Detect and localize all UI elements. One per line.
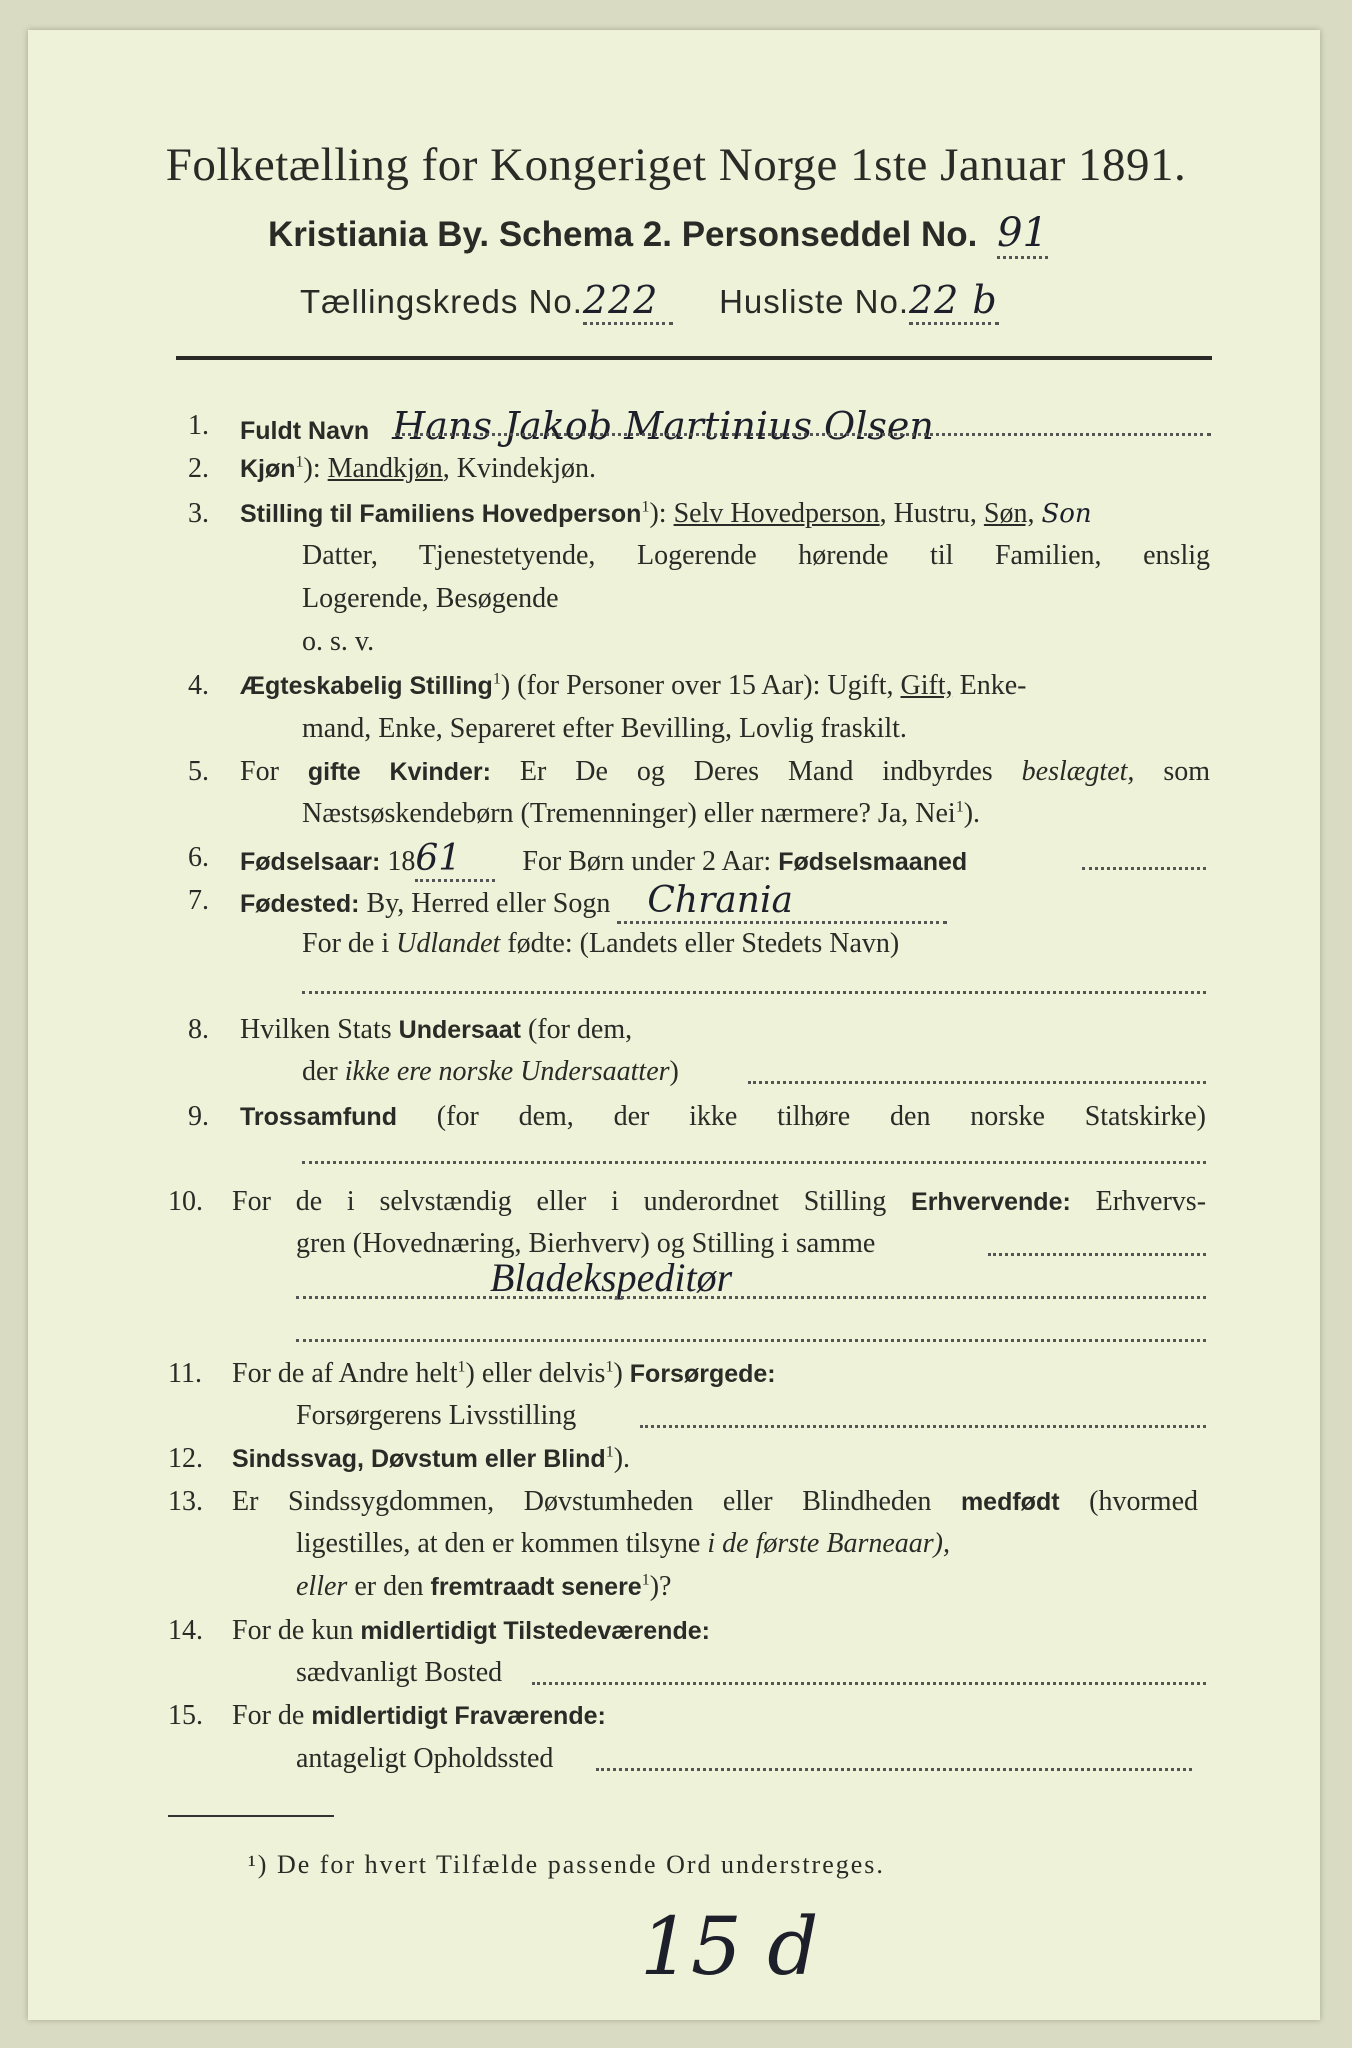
option-son: Søn, — [983, 498, 1035, 529]
form-subtitle — [268, 210, 1048, 259]
item-number: 9. — [188, 1101, 209, 1132]
husliste-label: Husliste No. — [719, 283, 909, 320]
occupation-line2-dots — [988, 1252, 1206, 1256]
congenital-label: medfødt — [960, 1488, 1060, 1516]
full-name-dots — [395, 432, 1211, 436]
item-number: 3. — [188, 498, 209, 529]
disability-row: Sindssvag, Døvstum eller Blind$^1$). — [232, 1443, 631, 1474]
footnote-rule — [168, 1815, 334, 1817]
personseddel-number: 91 — [997, 210, 1048, 259]
citizenship-der: der — [302, 1056, 338, 1087]
married-women-label: gifte Kvinder: — [307, 758, 491, 786]
subtitle-prefix: Kristiania By. Schema 2. Personseddel No. — [268, 215, 978, 254]
occupation-erhvervs: Erhvervs- — [1095, 1186, 1207, 1217]
occupation-dots-1 — [296, 1295, 1206, 1299]
birth-year-value: 61 — [415, 838, 495, 882]
birth-month-dots — [1082, 866, 1206, 870]
temporary-present-text: For de kun — [232, 1615, 354, 1646]
occupation-row — [232, 1186, 1206, 1218]
congenital-hvormed: (hvormed — [1089, 1486, 1199, 1517]
temporary-absent-label: midlertidigt Fraværende: — [311, 1702, 606, 1730]
footnote-mark: 1 — [295, 453, 304, 471]
gender-option-male: Mandkjøn — [327, 453, 443, 484]
option-enkemand: Enke- — [959, 670, 1027, 701]
occupation-line2: gren (Hovednæring, Bierhverv) og Stilling i samme — [296, 1228, 876, 1259]
congenital-line3: eller er den fremtraadt senere$^1$)? — [296, 1571, 672, 1602]
congenital-line2-i: i de første Barneaar), — [707, 1528, 950, 1559]
item-number: 13. — [168, 1486, 203, 1517]
gender-option-female: Kvindekjøn. — [456, 453, 596, 484]
married-women-som: som — [1163, 756, 1211, 787]
citizenship-text: Hvilken Stats — [240, 1014, 392, 1045]
dependents-row: For de af Andre helt$^1$) eller delvis$^1$) Forsørgede: — [232, 1358, 776, 1389]
religion-label: Trossamfund — [240, 1103, 397, 1131]
item-number: 8. — [188, 1014, 209, 1045]
birthplace-abroad-a: For de i — [302, 928, 390, 959]
married-women-line2: Næstsøskendebørn (Tremenninger) eller nærmere? Ja, Nei$^1$). — [302, 798, 981, 829]
temporary-present-line2: sædvanligt Bosted — [296, 1657, 503, 1688]
tellingskreds-label: Tællingskreds No. — [300, 283, 583, 320]
dependents-dots — [640, 1424, 1206, 1428]
gender-row: Kjøn$^1$): Mandkjøn, Kvindekjøn. — [240, 453, 596, 484]
religion-text: (for dem, der ikke tilhøre den norske Statskirke) — [436, 1101, 1207, 1132]
tellingskreds-line — [300, 278, 999, 325]
marital-status-label: Ægteskabelig Stilling — [240, 672, 493, 700]
header-rule — [176, 356, 1212, 360]
birth-month-text: For Børn under 2 Aar: — [522, 846, 772, 877]
citizenship-row — [240, 1014, 632, 1046]
congenital-line2-a: ligestilles, at den er kommen tilsyne — [296, 1528, 701, 1559]
married-women-line2-text: Næstsøskendebørn (Tremenninger) eller nærmere? Ja, Nei — [302, 798, 956, 829]
item-number: 10. — [168, 1186, 203, 1217]
birthplace-text: By, Herred eller Sogn — [366, 888, 611, 919]
dependents-line2: Forsørgerens Livsstilling — [296, 1400, 577, 1431]
husliste-number: 22 b — [909, 278, 999, 325]
temporary-absent-line2: antageligt Opholdssted — [296, 1743, 554, 1774]
full-name-value: Hans Jakob Martinius Olsen — [392, 404, 934, 448]
citizenship-label: Undersaat — [398, 1016, 521, 1044]
family-position-label: Stilling til Familiens Hovedperson — [240, 500, 642, 528]
item-number: 15. — [168, 1700, 203, 1731]
birth-month-label: Fødselsmaaned — [778, 848, 968, 876]
family-position-line2: Datter, Tjenestetyende, Logerende hørende til Familien, enslig — [302, 540, 1210, 571]
birthplace-abroad-i: Udlandet — [396, 928, 501, 959]
item-number: 6. — [188, 842, 209, 873]
temporary-absent-text: For de — [232, 1700, 305, 1731]
footnote-mark: 1 — [641, 498, 650, 516]
religion-dots — [302, 1160, 1206, 1164]
form-title: Folketælling for Kongeriget Norge 1ste Januar 1891. — [165, 139, 1187, 191]
item-number: 7. — [188, 885, 209, 916]
birth-year-row — [240, 838, 967, 882]
dependents-text-b: eller delvis — [481, 1358, 606, 1389]
tellingskreds-number: 222 — [583, 278, 673, 325]
citizenship-dots — [748, 1080, 1206, 1084]
birthplace-row — [240, 880, 947, 924]
marital-status-row: Ægteskabelig Stilling$^1$) (for Personer over 15 Aar): Ugift, Gift, Enke- — [240, 670, 1027, 701]
item-number: 14. — [168, 1615, 203, 1646]
item-number: 2. — [188, 453, 209, 484]
congenital-line2 — [296, 1528, 950, 1560]
birthplace-abroad-b: fødte: (Landets eller Stedets Navn) — [507, 928, 900, 959]
marital-status-line2: mand, Enke, Separeret efter Bevilling, Lovlig fraskilt. — [302, 713, 907, 744]
birthplace-abroad-dots — [302, 990, 1206, 994]
married-women-related: beslægtet, — [1021, 756, 1135, 787]
married-women-row — [240, 756, 1210, 788]
birthplace-label: Fødested: — [240, 890, 360, 918]
married-women-text: For — [240, 756, 279, 787]
option-gift: Gift, — [900, 670, 953, 701]
dependents-label: Forsørgede: — [629, 1360, 776, 1388]
footnote: ¹) De for hvert Tilfælde passende Ord understreges. — [248, 1850, 885, 1879]
temporary-present-row — [232, 1615, 710, 1647]
birth-year-prefix: 18 — [387, 846, 416, 877]
dependents-text-a: For de af Andre helt — [232, 1358, 458, 1389]
son-handwritten-mark: Son — [1041, 499, 1092, 529]
temporary-present-label: midlertidigt Tilstedeværende: — [360, 1617, 710, 1645]
congenital-row — [232, 1486, 1198, 1518]
item-number: 5. — [188, 756, 209, 787]
occupation-value: Bladekspeditør — [490, 1255, 733, 1300]
citizenship-for-dem: (for dem, — [527, 1014, 633, 1045]
census-form-page — [28, 30, 1320, 2020]
footnote-mark: 1 — [492, 670, 501, 688]
item-number: 1. — [188, 410, 209, 441]
disability-label: Sindssvag, Døvstum eller Blind — [232, 1445, 606, 1473]
congenital-eller: eller — [296, 1571, 348, 1602]
marital-status-text: (for Personer over 15 Aar): Ugift, — [517, 670, 894, 701]
citizenship-line2: der ikke ere norske Undersaatter) — [302, 1056, 679, 1087]
birthplace-value: Chrania — [617, 880, 947, 924]
gender-label: Kjøn — [240, 455, 296, 483]
item-number: 12. — [168, 1443, 203, 1474]
religion-row — [240, 1101, 1206, 1133]
occupation-label: Erhvervende: — [911, 1188, 1071, 1216]
stay-location-dots — [596, 1767, 1192, 1771]
full-name-label: Fuldt Navn — [240, 417, 370, 445]
full-name-row — [240, 404, 934, 448]
citizenship-not-norwegian: ikke ere norske Undersaatter — [344, 1056, 670, 1087]
occupation-dots-2 — [296, 1338, 1206, 1342]
option-selv-hovedperson: Selv Hovedperson — [673, 498, 880, 529]
item-number: 4. — [188, 670, 209, 701]
option-hustru: Hustru, — [893, 498, 977, 529]
temporary-absent-row — [232, 1700, 606, 1732]
family-position-line4: o. s. v. — [302, 626, 375, 657]
congenital-end: )? — [649, 1571, 672, 1602]
family-position-line3: Logerende, Besøgende — [302, 583, 559, 614]
birth-year-label: Fødselsaar: — [240, 848, 381, 876]
congenital-text: Er Sindssygdommen, Døvstumheden eller Blindheden — [232, 1486, 932, 1517]
footnote-mark: 1 — [955, 798, 964, 816]
usual-residence-dots — [532, 1681, 1206, 1685]
occupation-text: For de i selvstændig eller i underordnet Stilling — [232, 1186, 887, 1217]
margin-handwritten-note: 15 d — [640, 1900, 819, 1993]
family-position-row: Stilling til Familiens Hovedperson$^1$): Selv Hovedperson, Hustru, Søn, Son — [240, 498, 1092, 529]
birthplace-line2 — [302, 928, 899, 960]
married-women-question: Er De og Deres Mand indbyrdes — [519, 756, 993, 787]
congenital-later-label: fremtraadt senere — [430, 1573, 642, 1601]
congenital-er-den: er den — [354, 1571, 424, 1602]
item-number: 11. — [168, 1358, 202, 1389]
